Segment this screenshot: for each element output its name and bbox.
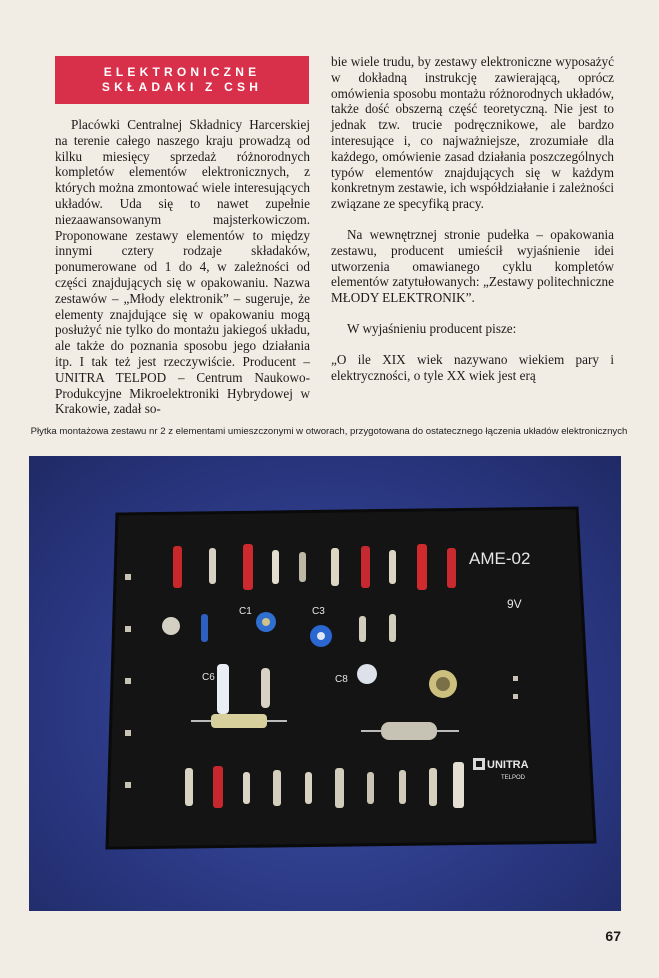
brand-label: UNITRA bbox=[487, 759, 529, 771]
unitra-logo-icon bbox=[473, 758, 485, 770]
article-header-banner bbox=[55, 56, 309, 104]
resistor bbox=[447, 548, 456, 588]
electrolytic-capacitor bbox=[261, 668, 270, 708]
resistor bbox=[367, 772, 374, 804]
resistor bbox=[335, 768, 344, 808]
resistor bbox=[243, 772, 250, 804]
resistor bbox=[173, 546, 182, 588]
component-label: C1 bbox=[239, 606, 252, 617]
resistor bbox=[389, 614, 396, 642]
paragraph: „O ile XIX wiek nazywano wiekiem pary i elektryczności, o tyle XX wiek jest erą bbox=[331, 351, 614, 383]
resistor bbox=[185, 768, 193, 806]
resistor bbox=[399, 770, 406, 804]
header-line-1: ELEKTRONICZNE bbox=[103, 65, 261, 79]
paragraph: Na wewnętrznej stronie pudełka – opakowania zestawu, producent umieścił wyjaśnienie idei utworzenia omawianego cyklu kompletów elementów zatytułowanych: „Zestawy politechniczne MŁODY ELEKTRONIK”. bbox=[331, 226, 614, 306]
page-number: 67 bbox=[605, 928, 621, 944]
resistor bbox=[389, 550, 396, 584]
resistor bbox=[273, 770, 281, 806]
resistor bbox=[359, 616, 366, 642]
resistor bbox=[361, 546, 370, 588]
component-label: C6 bbox=[202, 672, 215, 683]
resistor bbox=[429, 768, 437, 806]
resistor bbox=[213, 766, 223, 808]
circuit-board-illustration bbox=[29, 456, 621, 911]
voltage-label: 9V bbox=[507, 597, 522, 611]
circuit-board-photo bbox=[29, 456, 621, 911]
capacitor-disc bbox=[162, 617, 180, 635]
component-label: C3 bbox=[312, 606, 325, 617]
capacitor-round bbox=[357, 664, 377, 684]
photo-caption: Płytka montażowa zestawu nr 2 z elementami umieszczonymi w otworach, przygotowana do ostatecznego łączenia układów elektronicznych bbox=[30, 426, 628, 437]
paragraph: bie wiele trudu, by zestawy elektroniczne wyposażyć w dokładną instrukcję zawierającą, oprócz omówienia sposobu montażu różnorodnych układów, także dość obszerną część teoretyczną. Nie jest to jednak tzw. trucie podręcznikowe, ale bardzo interesujące i, co najważniejsze, zrozumiałe dla każdego, omówienie zasad działania poszczególnych typów elementów znajdujących się w każdym konkretnym zestawie, ich współdziałanie i zależności związane ze specyfiką pracy. bbox=[331, 54, 614, 212]
resistor bbox=[453, 762, 464, 808]
resistor bbox=[243, 544, 253, 590]
electrolytic-capacitor bbox=[217, 664, 229, 714]
resistor bbox=[305, 772, 312, 804]
resistor bbox=[272, 550, 279, 584]
text-column-left bbox=[55, 117, 310, 417]
paragraph: Placówki Centralnej Składnicy Harcerskiej na terenie całego naszego kraju prowadzą od kilku miesięcy sprzedaż różnorodnych kompletów elementów elektronicznych, z których można zmontować wiele interesujących układów. Uda się to nawet zupełnie niezaawansowanym majsterkowiczom. Proponowane zestawy elementów to między innymi cztery rodzaje składaków, ponumerowane od 1 do 4, w zależności od części znajdujących się w opakowaniu. Nazwa zestawów – „Młody elektronik” – sugeruje, że elementy znajdujące się w opakowaniu mogą posłużyć nie tylko do montażu jakiegoś układu, ale także do poznania sposobu jego działania itp. I tak też jest rzeczywiście. Producent – UNITRA TELPOD – Centrum Naukowo-Produkcyjne Mikroelektroniki Hybrydowej w Krakowie, zadał so- bbox=[55, 117, 310, 417]
resistor bbox=[417, 544, 427, 590]
paragraph: W wyjaśnieniu producent pisze: bbox=[347, 320, 517, 336]
capacitor bbox=[201, 614, 208, 642]
resistor bbox=[299, 552, 306, 582]
axial-capacitor bbox=[381, 722, 437, 740]
component-label: C8 bbox=[335, 674, 348, 685]
resistor bbox=[209, 548, 216, 584]
axial-capacitor bbox=[211, 714, 267, 728]
text-column-right bbox=[331, 54, 614, 383]
resistor bbox=[331, 548, 339, 586]
board-label: AME-02 bbox=[469, 549, 531, 568]
brand-sublabel: TELPOD bbox=[501, 775, 526, 781]
header-line-2: SKŁADAKI Z CSH bbox=[101, 80, 263, 94]
